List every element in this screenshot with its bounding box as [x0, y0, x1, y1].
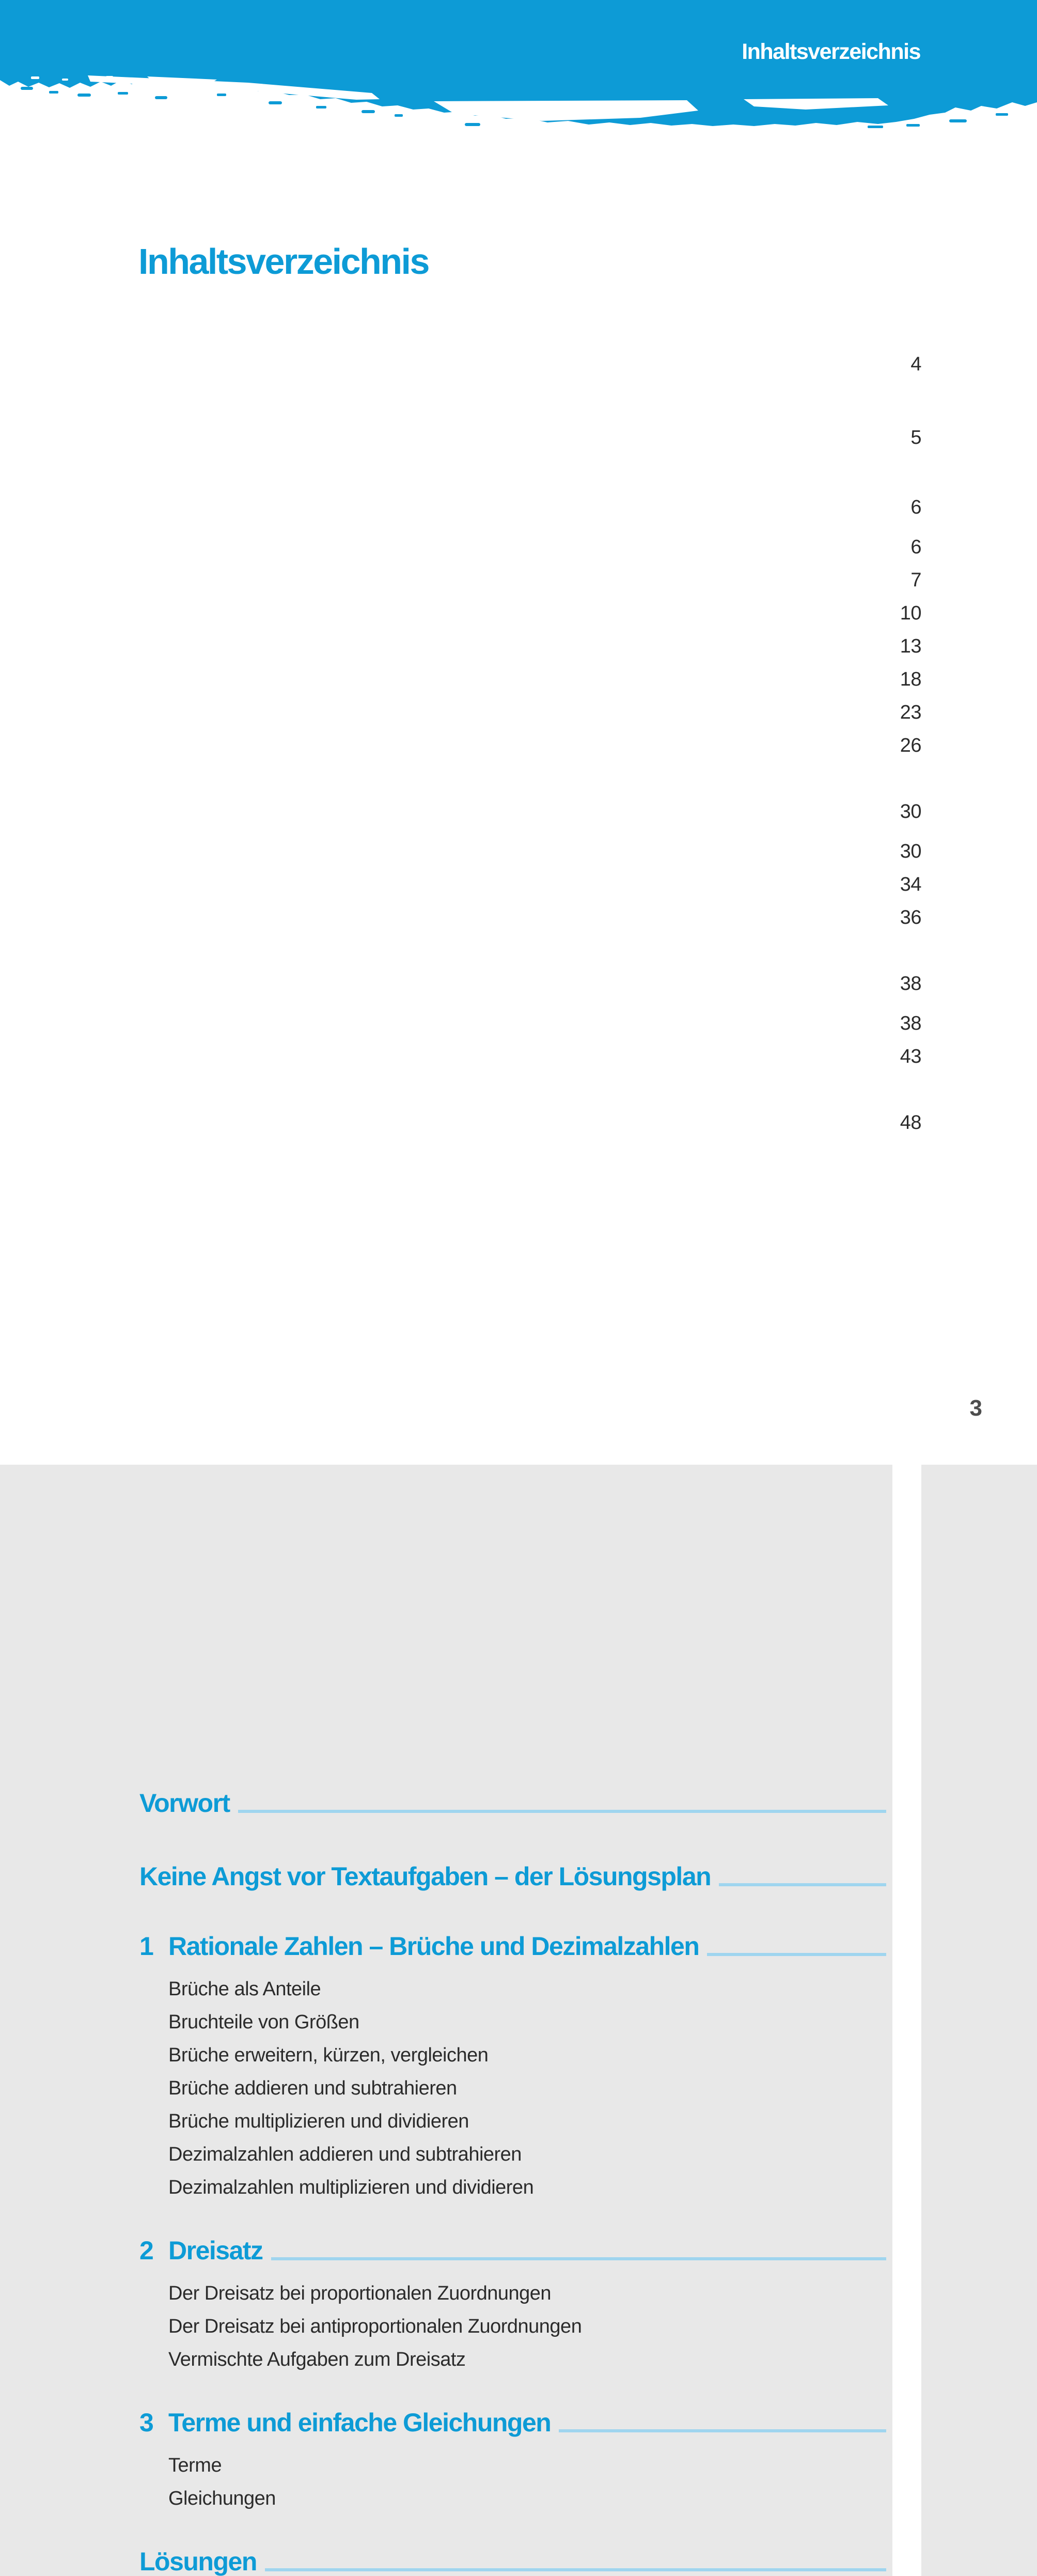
- toc-entry-label: Dezimalzahlen addieren und subtrahieren: [168, 2144, 522, 2165]
- toc-entry: [139, 1111, 921, 2576]
- toc-entry-label: Brüche erweitern, kürzen, vergleichen: [168, 2044, 489, 2066]
- toc-entry-label: Der Dreisatz bei proportionalen Zuordnungen: [168, 2283, 552, 2304]
- toc-entry-label: Brüche addieren und subtrahieren: [168, 2077, 457, 2099]
- page-number: 26: [892, 734, 921, 2199]
- page-folio: 3: [969, 1395, 982, 1421]
- page-number: 4: [892, 353, 921, 1818]
- toc-entry-label: Vorwort: [139, 1789, 230, 1818]
- page-number: 48: [892, 1111, 921, 2576]
- page-number: 30: [892, 840, 921, 2305]
- toc-entry-label: Rationale Zahlen – Brüche und Dezimalzahlen: [168, 1932, 699, 1961]
- toc-entry-label: Lösungen: [139, 2547, 257, 2576]
- toc-entry-label: Terme: [168, 2455, 222, 2476]
- page-number: 38: [892, 1012, 921, 2477]
- toc-entry-label: Bruchteile von Größen: [168, 2011, 359, 2033]
- toc-entry-label: Vermischte Aufgaben zum Dreisatz: [168, 2349, 466, 2370]
- toc-entry-label: Der Dreisatz bei antiproportionalen Zuordnungen: [168, 2316, 582, 2337]
- page-number: 23: [892, 701, 921, 2166]
- toc-entry-label: Keine Angst vor Textaufgaben – der Lösungsplan: [139, 1862, 711, 1891]
- toc-entry-label: Dreisatz: [168, 2236, 263, 2265]
- page-number: 18: [892, 668, 921, 2133]
- page-number: 6: [892, 496, 921, 1961]
- chapter-number: 3: [139, 2408, 153, 2437]
- page-number: 43: [892, 1045, 921, 2510]
- toc-entry-label: Brüche multiplizieren und dividieren: [168, 2111, 469, 2132]
- page-title: Inhaltsverzeichnis: [138, 241, 429, 282]
- running-head: Inhaltsverzeichnis: [742, 39, 920, 64]
- chapter-number: 1: [139, 1932, 153, 1961]
- chapter-number: 2: [139, 2236, 153, 2265]
- page-number: 13: [892, 635, 921, 2100]
- page-number: 36: [892, 906, 921, 2371]
- toc-entry-label: Brüche als Anteile: [168, 1978, 321, 2000]
- page-number: 7: [892, 569, 921, 2034]
- page-number: 30: [892, 800, 921, 2265]
- page-number: 6: [892, 536, 921, 2000]
- toc-entry-label: Dezimalzahlen multiplizieren und dividieren: [168, 2177, 534, 2198]
- page-number: 5: [892, 426, 921, 1891]
- page-number: 10: [892, 602, 921, 2067]
- page-number: 34: [892, 873, 921, 2338]
- toc-entry-label: Terme und einfache Gleichungen: [168, 2408, 551, 2437]
- leader-line: [265, 2568, 886, 2571]
- brush-stroke-band: [0, 0, 1037, 129]
- toc-entry-label: Gleichungen: [168, 2488, 276, 2509]
- page-number: 38: [892, 972, 921, 2437]
